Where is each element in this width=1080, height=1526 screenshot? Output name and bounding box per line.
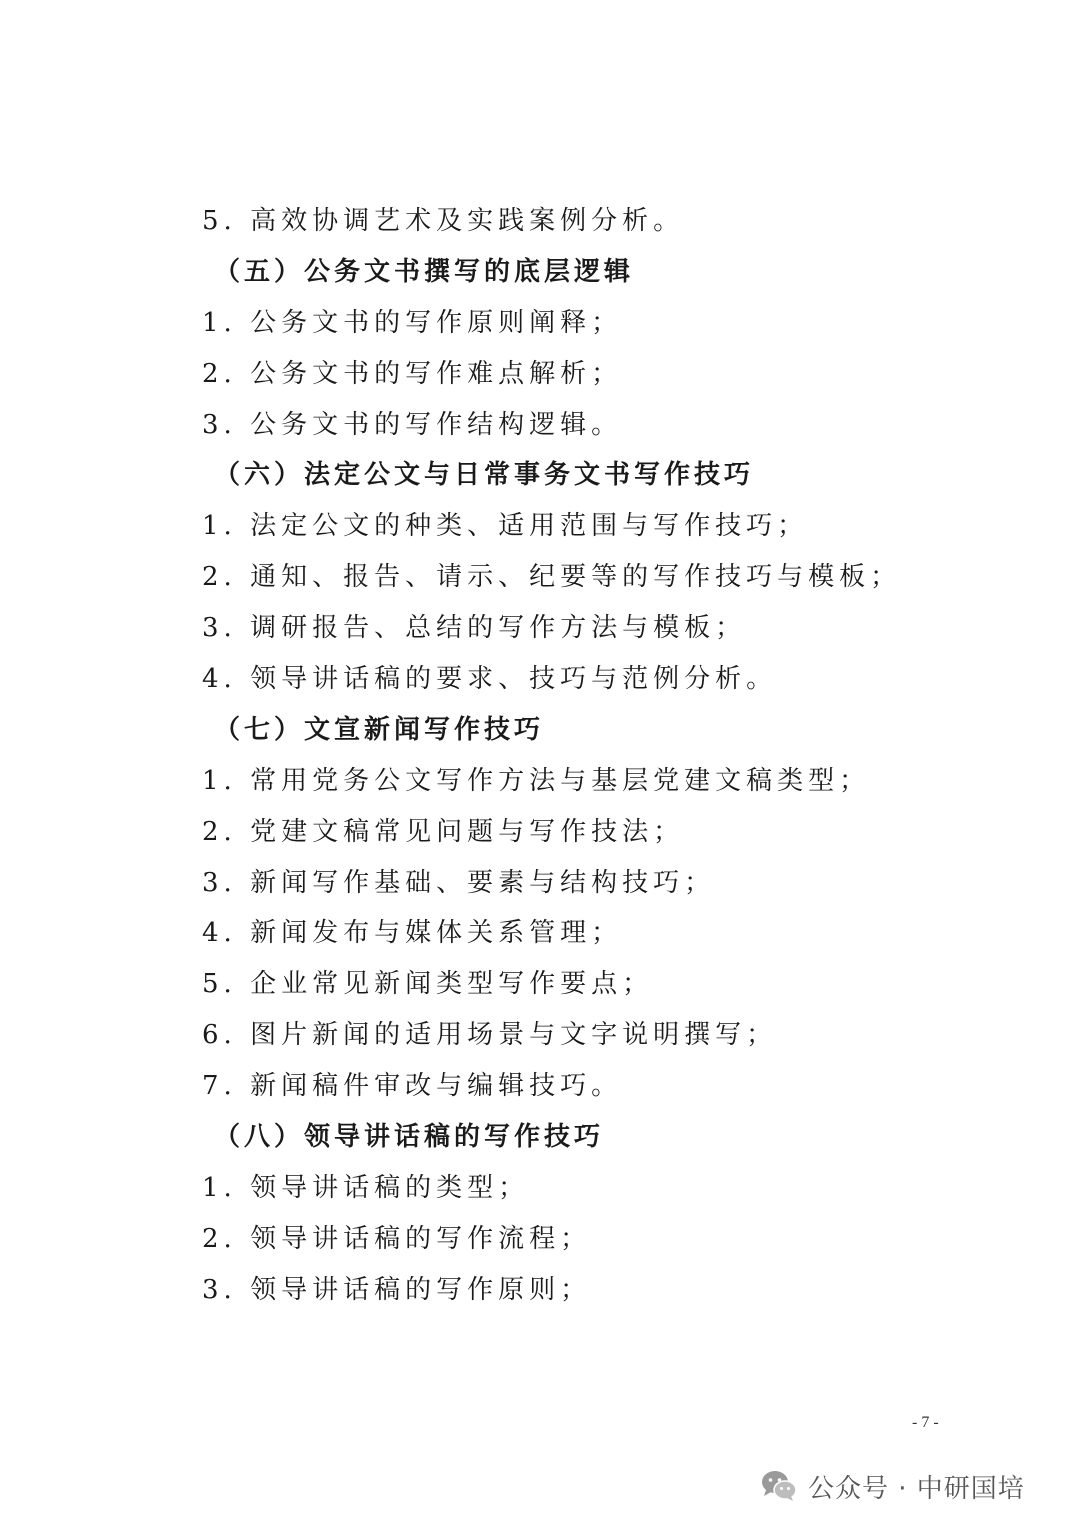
wechat-icon: [760, 1469, 798, 1503]
section-heading: （八）领导讲话稿的写作技巧: [214, 1122, 605, 1153]
list-item: 3. 调研报告、总结的写作方法与模板；: [202, 613, 747, 644]
list-item: 1. 领导讲话稿的类型；: [202, 1172, 530, 1203]
list-item: 7. 新闻稿件审改与编辑技巧。: [202, 1071, 623, 1102]
list-item: 6. 图片新闻的适用场景与文字说明撰写；: [202, 1020, 778, 1051]
list-item: 3. 新闻写作基础、要素与结构技巧；: [202, 867, 716, 898]
section-heading: （六）法定公文与日常事务文书写作技巧: [214, 460, 755, 491]
list-item: 1. 常用党务公文写作方法与基层党建文稿类型；: [202, 765, 871, 796]
watermark: [760, 1460, 1025, 1512]
list-item: 4. 新闻发布与媒体关系管理；: [202, 918, 623, 949]
list-item: 2. 通知、报告、请示、纪要等的写作技巧与模板；: [202, 562, 902, 593]
list-item: 1. 法定公文的种类、适用范围与写作技巧；: [202, 511, 809, 542]
list-item: 2. 领导讲话稿的写作流程；: [202, 1223, 592, 1254]
list-item: 1. 公务文书的写作原则阐释；: [202, 307, 623, 338]
list-item: 2. 党建文稿常见问题与写作技法；: [202, 816, 685, 847]
list-item: 5. 企业常见新闻类型写作要点；: [202, 969, 654, 1000]
list-item: 5. 高效协调艺术及实践案例分析。: [202, 206, 685, 236]
document-body: [202, 196, 1002, 1316]
watermark-text: 公众号 · 中研国培: [808, 1473, 1025, 1504]
list-item: 4. 领导讲话稿的要求、技巧与范例分析。: [202, 664, 778, 695]
list-item: 2. 公务文书的写作难点解析；: [202, 358, 623, 389]
section-heading: （七）文宣新闻写作技巧: [214, 714, 545, 745]
page-number: - 7 -: [912, 1414, 939, 1431]
section-heading: （五）公务文书撰写的底层逻辑: [214, 256, 635, 287]
list-item: 3. 领导讲话稿的写作原则；: [202, 1274, 592, 1305]
list-item: 3. 公务文书的写作结构逻辑。: [202, 409, 623, 440]
